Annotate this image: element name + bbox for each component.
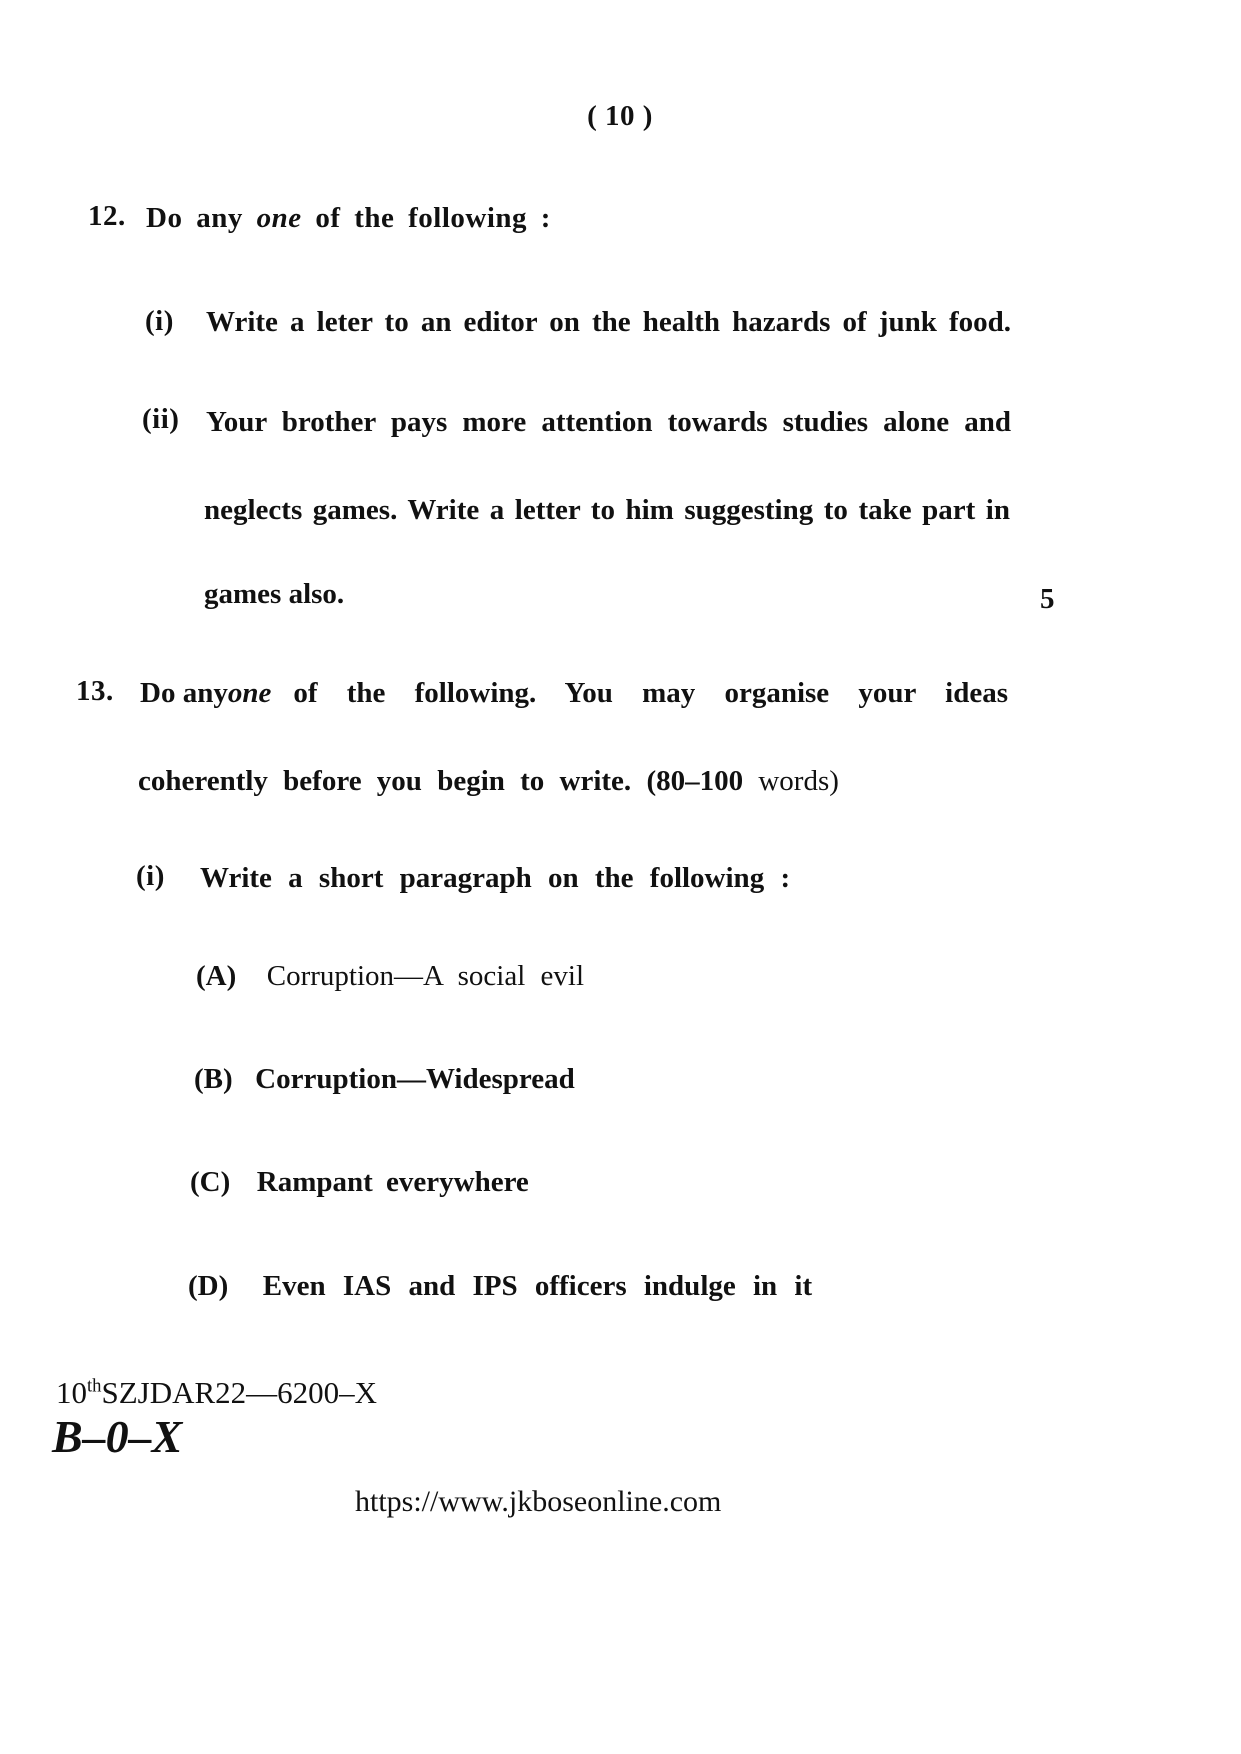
- q13-point-d-text: Even IAS and IPS officers indulge in it: [262, 1270, 813, 1302]
- q12-option-ii-line1: Your brother pays more attention towards studies alone and: [206, 406, 1011, 438]
- paper-code-rest: SZJDAR22—6200–X: [101, 1375, 378, 1410]
- q13-line1-pre: Do any: [140, 677, 228, 709]
- paper-code-prefix: 10: [56, 1375, 87, 1410]
- q13-point-d-label: (D): [188, 1270, 229, 1302]
- paper-code-sup: th: [87, 1375, 102, 1397]
- q13-number: 13.: [76, 675, 114, 707]
- q13-line1-emphasis: one: [227, 677, 272, 709]
- q13-option-i-text: Write a short paragraph on the following :: [200, 862, 791, 894]
- q13-point-c: [190, 1166, 529, 1199]
- q12-instruction-emphasis: one: [256, 202, 302, 234]
- source-url[interactable]: https://www.jkboseonline.com: [355, 1485, 722, 1518]
- q12-option-i-label: (i): [145, 305, 174, 337]
- series-code: B–0–X: [52, 1411, 183, 1462]
- q12-option-ii-label: (ii): [142, 403, 180, 435]
- q13-line2-pre: coherently before you begin to write.: [138, 765, 632, 797]
- q13-point-c-label: (C): [190, 1166, 231, 1198]
- q12-instruction-post: of the following :: [315, 202, 551, 234]
- q13-word-limit: (80–100: [646, 765, 744, 797]
- q12-instruction: [146, 202, 551, 235]
- q12-option-i-text: Write a leter to an editor on the health hazards of junk food.: [206, 306, 1011, 338]
- q13-point-a-text: Corruption—A social evil: [266, 960, 585, 992]
- q12-number: 12.: [88, 200, 126, 232]
- q13-point-b: [194, 1063, 575, 1096]
- q12-option-ii-line2: neglects games. Write a letter to him suggesting to take part in: [204, 494, 1010, 526]
- q13-point-a-label: (A): [196, 960, 237, 992]
- page-number: ( 10 ): [587, 100, 653, 132]
- q13-point-a: [196, 960, 584, 993]
- q13-point-b-text: Corruption—Widespread: [255, 1063, 575, 1095]
- q13-line2-post: words): [758, 765, 839, 797]
- q12-instruction-pre: Do any: [146, 202, 243, 234]
- paper-code: [56, 1375, 377, 1411]
- q13-point-d: [188, 1270, 812, 1303]
- q13-line2: [138, 765, 839, 798]
- q13-point-b-label: (B): [194, 1063, 233, 1095]
- q12-marks: 5: [1040, 583, 1055, 615]
- q12-option-ii-line3: games also.: [204, 578, 345, 610]
- q13-line1-post: of the following. You may organise your ideas: [293, 677, 1008, 709]
- q13-line1: [140, 677, 1008, 710]
- q13-point-c-text: Rampant everywhere: [256, 1166, 529, 1198]
- q13-option-i-label: (i): [136, 860, 165, 892]
